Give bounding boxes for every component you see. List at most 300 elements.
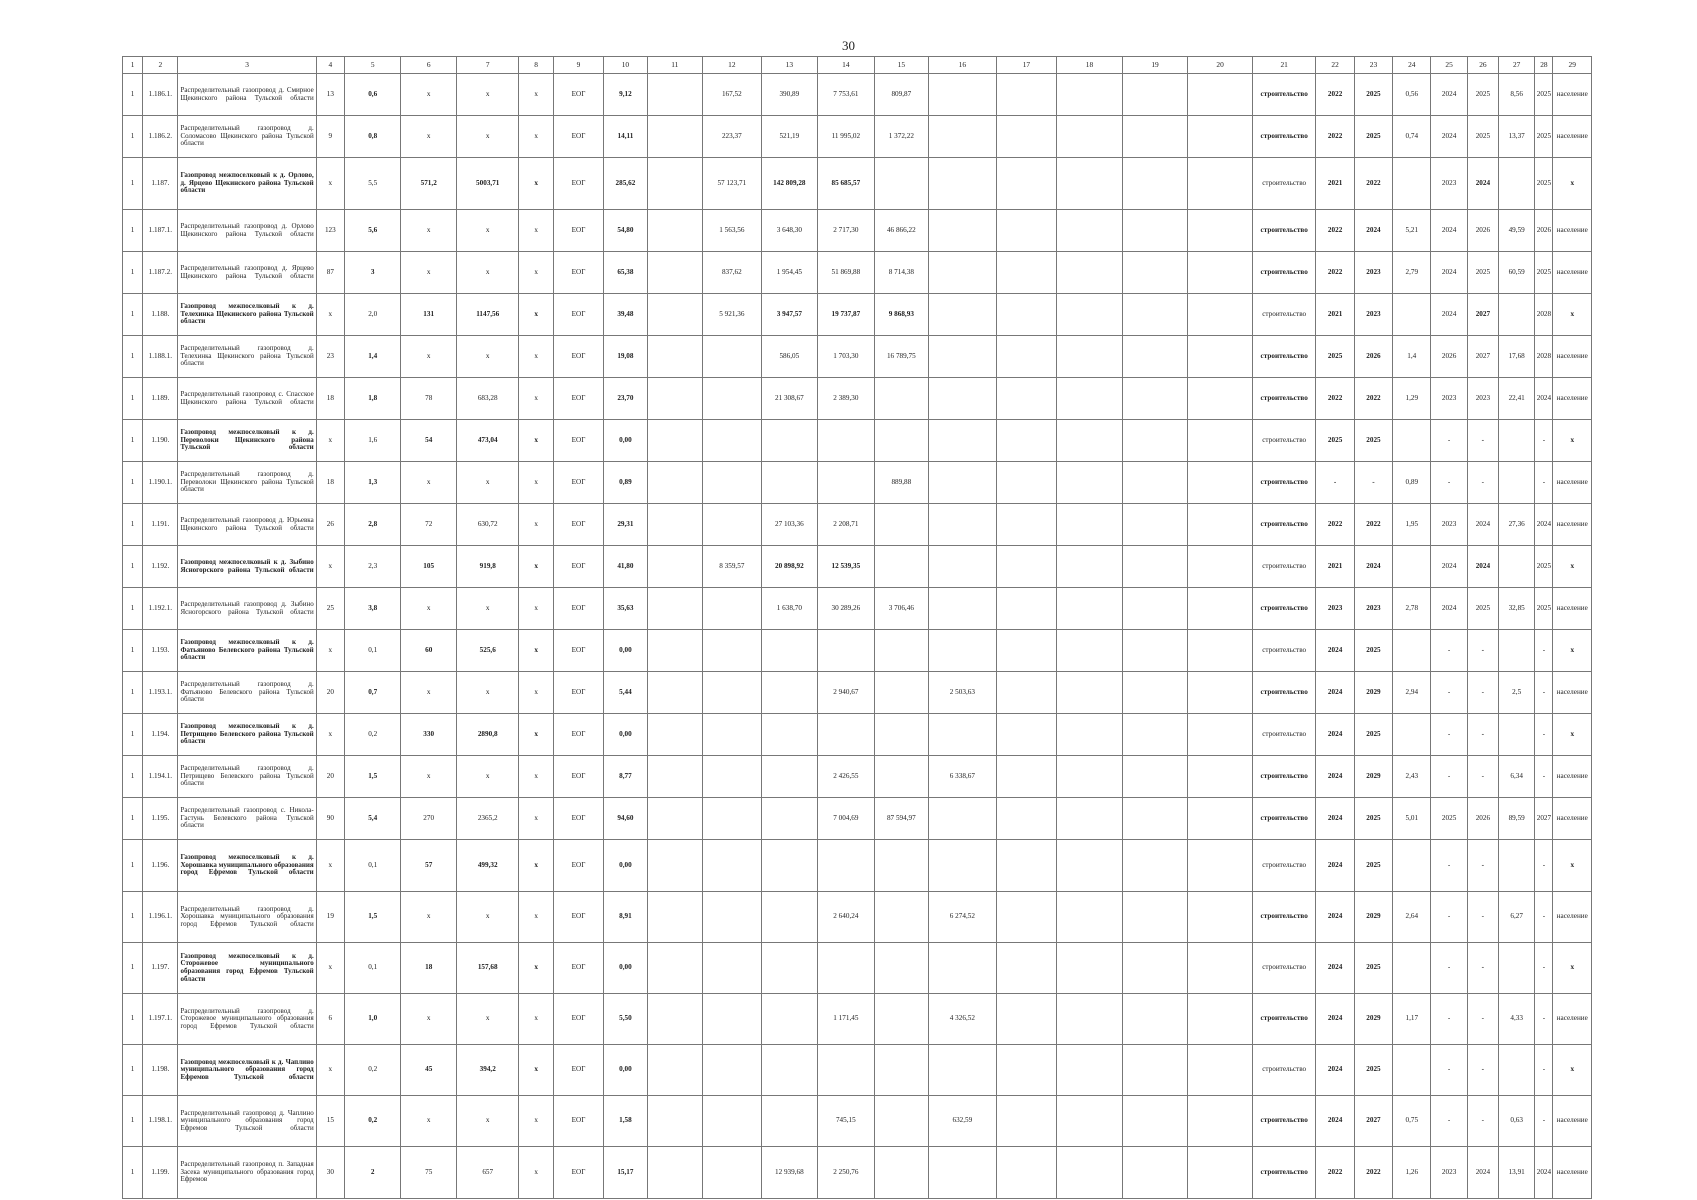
table-cell: 87 594,97 (874, 798, 928, 840)
table-cell: ЕОГ (553, 943, 603, 994)
table-cell: - (1431, 840, 1467, 892)
table-cell: ЕОГ (553, 1147, 603, 1199)
table-cell: х (519, 1096, 553, 1147)
table-cell: 2024 (1316, 994, 1354, 1045)
table-cell (874, 1147, 928, 1199)
table-cell: х (519, 462, 553, 504)
table-cell: 19,08 (604, 336, 647, 378)
table-cell: - (1431, 756, 1467, 798)
table-cell (1188, 294, 1253, 336)
table-cell (1499, 546, 1535, 588)
table-cell: х (456, 892, 519, 943)
table-cell: ЕОГ (553, 1096, 603, 1147)
table-cell: - (1535, 420, 1553, 462)
table-cell: х (316, 546, 344, 588)
table-cell: 3 947,57 (761, 294, 818, 336)
table-cell: 18 (316, 462, 344, 504)
table-cell (1188, 943, 1253, 994)
table-cell: ЕОГ (553, 630, 603, 672)
table-cell (874, 840, 928, 892)
table-cell: - (1431, 672, 1467, 714)
table-cell (874, 504, 928, 546)
table-cell: 3,8 (344, 588, 401, 630)
table-cell: 2026 (1535, 210, 1553, 252)
table-cell: ЕОГ (553, 994, 603, 1045)
table-cell: строительство (1252, 504, 1316, 546)
table-cell: 20 898,92 (761, 546, 818, 588)
table-cell (929, 714, 997, 756)
table-cell: 1,5 (344, 756, 401, 798)
table-cell (1122, 714, 1188, 756)
object-name-cell: Распределительный газопровод д. Переволоки Щекинского района Тульской области (178, 462, 316, 504)
table-cell: строительство (1252, 672, 1316, 714)
table-cell (1188, 74, 1253, 116)
table-cell: - (1535, 892, 1553, 943)
table-row (123, 1045, 1592, 1096)
table-cell (647, 840, 702, 892)
table-cell: 0,74 (1393, 116, 1431, 158)
table-cell (1122, 546, 1188, 588)
table-cell: х (401, 588, 456, 630)
column-header: 22 (1316, 57, 1354, 74)
table-cell (647, 756, 702, 798)
table-cell: население (1553, 116, 1592, 158)
table-cell: население (1553, 1147, 1592, 1199)
table-cell: 1 171,45 (818, 994, 875, 1045)
table-cell: 8 714,38 (874, 252, 928, 294)
table-cell (874, 1096, 928, 1147)
table-cell (761, 798, 818, 840)
table-cell: - (1535, 840, 1553, 892)
table-cell: 0,1 (344, 630, 401, 672)
table-cell: 5003,71 (456, 158, 519, 210)
table-row (123, 1147, 1592, 1199)
table-cell: 1.194. (143, 714, 178, 756)
table-cell (874, 714, 928, 756)
table-cell: 1.196.1. (143, 892, 178, 943)
table-cell (996, 336, 1057, 378)
table-cell: 1.196. (143, 840, 178, 892)
table-cell: 1 (123, 798, 143, 840)
table-cell (703, 994, 762, 1045)
table-cell (1122, 892, 1188, 943)
table-cell: х (401, 462, 456, 504)
table-cell: 683,28 (456, 378, 519, 420)
table-cell: 1.195. (143, 798, 178, 840)
table-cell: строительство (1252, 840, 1316, 892)
table-cell: 157,68 (456, 943, 519, 994)
object-name-cell: Распределительный газопровод д. Телехинка Щекинского района Тульской области (178, 336, 316, 378)
table-cell (1057, 672, 1123, 714)
table-cell: х (519, 1045, 553, 1096)
table-cell (1057, 158, 1123, 210)
table-cell: 54 (401, 420, 456, 462)
table-cell: 2022 (1316, 378, 1354, 420)
table-cell (1393, 943, 1431, 994)
table-cell (929, 252, 997, 294)
table-cell (761, 462, 818, 504)
table-cell: - (1431, 630, 1467, 672)
table-cell: 809,87 (874, 74, 928, 116)
table-cell: х (519, 892, 553, 943)
table-cell (1057, 943, 1123, 994)
table-cell: ЕОГ (553, 294, 603, 336)
table-row (123, 588, 1592, 630)
table-cell: 2024 (1431, 546, 1467, 588)
table-cell (703, 378, 762, 420)
table-cell: 2023 (1354, 252, 1392, 294)
table-cell: - (1535, 943, 1553, 994)
table-cell: 630,72 (456, 504, 519, 546)
table-cell (1122, 210, 1188, 252)
table-cell: 1,3 (344, 462, 401, 504)
table-cell: 2025 (1354, 840, 1392, 892)
table-cell: 2022 (1354, 378, 1392, 420)
table-cell (703, 798, 762, 840)
table-cell (1057, 756, 1123, 798)
table-cell: 1,6 (344, 420, 401, 462)
table-cell (647, 714, 702, 756)
table-cell (874, 158, 928, 210)
table-cell (1057, 994, 1123, 1045)
column-header: 8 (519, 57, 553, 74)
table-cell: 60,59 (1499, 252, 1535, 294)
table-cell: 2024 (1467, 158, 1498, 210)
table-cell (1122, 943, 1188, 994)
table-cell: х (316, 630, 344, 672)
table-cell (1057, 378, 1123, 420)
column-header: 15 (874, 57, 928, 74)
table-cell: 2025 (1354, 74, 1392, 116)
table-cell: население (1553, 210, 1592, 252)
table-cell: х (519, 756, 553, 798)
table-cell: 2022 (1316, 504, 1354, 546)
table-cell: 1 (123, 1147, 143, 1199)
table-cell: х (456, 336, 519, 378)
table-cell: население (1553, 756, 1592, 798)
table-cell: - (1431, 462, 1467, 504)
table-cell (1122, 462, 1188, 504)
table-cell: 2 940,67 (818, 672, 875, 714)
table-cell: - (1431, 714, 1467, 756)
table-cell: х (401, 892, 456, 943)
object-name-cell: Распределительный газопровод д. Орлово Щекинского района Тульской области (178, 210, 316, 252)
table-cell (818, 420, 875, 462)
table-row (123, 943, 1592, 994)
table-cell: 0,00 (604, 1045, 647, 1096)
table-cell: 1.193.1. (143, 672, 178, 714)
table-cell (647, 994, 702, 1045)
table-cell: 27,36 (1499, 504, 1535, 546)
table-cell: 2028 (1535, 336, 1553, 378)
table-cell: х (401, 756, 456, 798)
table-cell (1122, 630, 1188, 672)
table-cell: - (1467, 756, 1498, 798)
table-cell: 2025 (1431, 798, 1467, 840)
table-cell (1122, 74, 1188, 116)
table-cell (647, 378, 702, 420)
table-cell: 2024 (1316, 630, 1354, 672)
table-cell (1188, 378, 1253, 420)
table-cell: 7 753,61 (818, 74, 875, 116)
table-cell: - (1535, 630, 1553, 672)
table-cell (647, 672, 702, 714)
table-cell: 2024 (1431, 294, 1467, 336)
table-cell: 1.186.2. (143, 116, 178, 158)
table-cell: х (316, 840, 344, 892)
table-cell: х (519, 840, 553, 892)
table-cell: 330 (401, 714, 456, 756)
table-cell (818, 630, 875, 672)
table-cell: 94,60 (604, 798, 647, 840)
table-cell: 5,6 (344, 210, 401, 252)
table-cell: - (1467, 892, 1498, 943)
table-cell: 1.188.1. (143, 336, 178, 378)
table-cell: 499,32 (456, 840, 519, 892)
table-cell: 390,89 (761, 74, 818, 116)
table-cell: 2029 (1354, 994, 1392, 1045)
table-row (123, 892, 1592, 943)
table-cell: ЕОГ (553, 158, 603, 210)
table-row (123, 336, 1592, 378)
table-cell: 2022 (1316, 210, 1354, 252)
table-cell: 3 706,46 (874, 588, 928, 630)
table-cell: строительство (1252, 714, 1316, 756)
table-cell (703, 714, 762, 756)
table-cell (929, 630, 997, 672)
table-cell: 1.199. (143, 1147, 178, 1199)
object-name-cell: Распределительный газопровод п. Западная Засека муниципального образования город Ефремов (178, 1147, 316, 1199)
table-cell (1057, 588, 1123, 630)
table-cell: - (1431, 943, 1467, 994)
table-cell (1499, 840, 1535, 892)
table-cell: 2025 (1354, 1045, 1392, 1096)
column-header: 21 (1252, 57, 1316, 74)
table-cell: 2024 (1316, 756, 1354, 798)
table-cell: 2023 (1354, 294, 1392, 336)
table-cell (996, 546, 1057, 588)
table-cell: - (1535, 756, 1553, 798)
table-cell (1393, 294, 1431, 336)
table-cell: х (456, 74, 519, 116)
table-cell: 15 (316, 1096, 344, 1147)
table-cell: 2024 (1316, 840, 1354, 892)
table-cell: х (1553, 546, 1592, 588)
table-cell: х (316, 420, 344, 462)
table-cell (1057, 420, 1123, 462)
table-cell (1057, 630, 1123, 672)
table-cell: 16 789,75 (874, 336, 928, 378)
column-header: 26 (1467, 57, 1498, 74)
table-cell: 20 (316, 672, 344, 714)
table-cell: 223,37 (703, 116, 762, 158)
table-cell: 1,0 (344, 994, 401, 1045)
table-cell: 1 (123, 420, 143, 462)
table-cell: 2,94 (1393, 672, 1431, 714)
table-cell (647, 158, 702, 210)
table-cell: 2 426,55 (818, 756, 875, 798)
table-cell (1188, 840, 1253, 892)
table-cell: 2025 (1467, 116, 1498, 158)
table-cell: ЕОГ (553, 462, 603, 504)
table-cell (1122, 252, 1188, 294)
table-cell (1057, 504, 1123, 546)
table-cell: 1.190.1. (143, 462, 178, 504)
table-cell: - (1354, 462, 1392, 504)
table-cell: х (456, 588, 519, 630)
table-cell (647, 252, 702, 294)
table-cell: 12 539,35 (818, 546, 875, 588)
table-cell: 1 (123, 943, 143, 994)
table-cell: - (1431, 1096, 1467, 1147)
column-header: 5 (344, 57, 401, 74)
table-cell: 1 (123, 1045, 143, 1096)
table-cell: - (1467, 840, 1498, 892)
table-cell: население (1553, 798, 1592, 840)
table-cell: строительство (1252, 378, 1316, 420)
table-cell: х (1553, 630, 1592, 672)
table-cell: 2024 (1354, 210, 1392, 252)
table-cell: 2 250,76 (818, 1147, 875, 1199)
table-cell (1188, 672, 1253, 714)
table-cell: - (1535, 714, 1553, 756)
object-name-cell: Газопровод межпоселковый к д. Сторожевое муниципального образования город Ефремов Тульской области (178, 943, 316, 994)
table-cell (996, 943, 1057, 994)
table-cell: 1,26 (1393, 1147, 1431, 1199)
column-header: 25 (1431, 57, 1467, 74)
table-cell: строительство (1252, 74, 1316, 116)
table-row (123, 116, 1592, 158)
table-cell (1057, 1096, 1123, 1147)
table-cell: 2024 (1431, 210, 1467, 252)
table-cell (761, 672, 818, 714)
table-cell: 39,48 (604, 294, 647, 336)
table-cell: население (1553, 588, 1592, 630)
table-cell: 13,37 (1499, 116, 1535, 158)
table-cell (996, 840, 1057, 892)
table-cell (996, 756, 1057, 798)
table-cell (647, 116, 702, 158)
table-cell: 1.189. (143, 378, 178, 420)
table-cell (1057, 74, 1123, 116)
table-cell: 18 (316, 378, 344, 420)
table-cell: х (456, 672, 519, 714)
table-cell: 1 (123, 74, 143, 116)
table-cell: 9 868,93 (874, 294, 928, 336)
table-cell: 41,80 (604, 546, 647, 588)
table-cell (1057, 840, 1123, 892)
object-name-cell: Распределительный газопровод д. Хорошавка муниципального образования город Ефремов Тульской области (178, 892, 316, 943)
table-cell: х (401, 252, 456, 294)
table-cell: 2024 (1316, 943, 1354, 994)
table-cell: х (519, 588, 553, 630)
table-cell: 75 (401, 1147, 456, 1199)
table-cell: 0,00 (604, 630, 647, 672)
header-row (123, 57, 1592, 74)
table-row (123, 840, 1592, 892)
table-cell: строительство (1252, 756, 1316, 798)
table-cell (818, 462, 875, 504)
table-cell: 2026 (1467, 798, 1498, 840)
table-cell: 1,5 (344, 892, 401, 943)
table-cell (1057, 462, 1123, 504)
table-cell (1188, 1147, 1253, 1199)
table-cell: 4,33 (1499, 994, 1535, 1045)
table-cell (1057, 892, 1123, 943)
table-cell: х (519, 630, 553, 672)
table-cell (1393, 840, 1431, 892)
table-cell: ЕОГ (553, 892, 603, 943)
table-cell (929, 462, 997, 504)
column-header: 11 (647, 57, 702, 74)
object-name-cell: Газопровод межпоселковый к д. Орлово, д. Ярцево Щекинского района Тульской области (178, 158, 316, 210)
table-cell: население (1553, 504, 1592, 546)
table-cell: строительство (1252, 252, 1316, 294)
table-cell: - (1467, 1045, 1498, 1096)
table-cell: строительство (1252, 294, 1316, 336)
table-cell (1188, 994, 1253, 1045)
table-cell: х (519, 546, 553, 588)
table-cell: 0,6 (344, 74, 401, 116)
table-cell: 2021 (1316, 294, 1354, 336)
table-cell: 632,59 (929, 1096, 997, 1147)
table-cell: 0,1 (344, 840, 401, 892)
table-cell: 2026 (1354, 336, 1392, 378)
table-cell: 0,1 (344, 943, 401, 994)
table-cell: 49,59 (1499, 210, 1535, 252)
table-cell: 2025 (1535, 116, 1553, 158)
object-name-cell: Распределительный газопровод с. Спасское Щекинского района Тульской области (178, 378, 316, 420)
table-cell: 1 (123, 210, 143, 252)
table-cell: 2024 (1431, 252, 1467, 294)
table-cell (703, 588, 762, 630)
table-cell (1188, 504, 1253, 546)
table-cell: х (456, 210, 519, 252)
table-cell: строительство (1252, 1147, 1316, 1199)
table-cell (703, 840, 762, 892)
table-cell (647, 1096, 702, 1147)
table-cell (647, 462, 702, 504)
table-cell: 2027 (1467, 336, 1498, 378)
table-cell: ЕОГ (553, 116, 603, 158)
table-cell: 2,5 (1499, 672, 1535, 714)
table-cell: население (1553, 462, 1592, 504)
table-cell: 0,2 (344, 1096, 401, 1147)
table-cell (874, 546, 928, 588)
table-cell (647, 1045, 702, 1096)
table-cell: 2027 (1535, 798, 1553, 840)
table-cell (703, 892, 762, 943)
table-row (123, 252, 1592, 294)
table-cell: 0,00 (604, 714, 647, 756)
table-cell (1122, 294, 1188, 336)
table-cell: 6,27 (1499, 892, 1535, 943)
table-cell: х (1553, 294, 1592, 336)
table-cell (996, 1096, 1057, 1147)
table-cell (1499, 420, 1535, 462)
table-cell: 2025 (1535, 158, 1553, 210)
column-header: 3 (178, 57, 316, 74)
table-cell (1122, 994, 1188, 1045)
table-row (123, 210, 1592, 252)
table-cell: 1.197. (143, 943, 178, 994)
table-cell (703, 420, 762, 462)
table-cell (703, 1045, 762, 1096)
table-cell: 2024 (1535, 1147, 1553, 1199)
table-cell (1393, 1045, 1431, 1096)
table-cell: население (1553, 378, 1592, 420)
table-cell: 46 866,22 (874, 210, 928, 252)
